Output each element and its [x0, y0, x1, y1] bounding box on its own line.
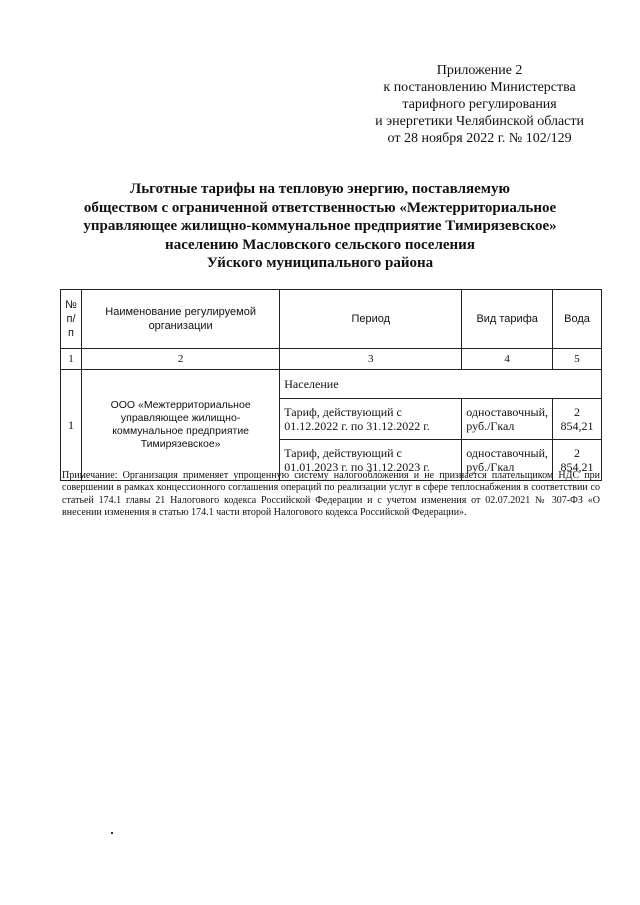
table-header-row	[61, 290, 602, 349]
column-number: 3	[280, 349, 462, 370]
document-title	[60, 180, 580, 273]
title-line: населению Масловского сельского поселения	[165, 236, 475, 253]
header-num: № п/п	[61, 290, 82, 349]
appendix-line: и энергетики Челябинской области	[375, 114, 584, 129]
row-tariff-type: одноставочный, руб./Гкал	[462, 399, 553, 440]
row-value: 2 854,21	[553, 399, 602, 440]
column-number: 1	[61, 349, 82, 370]
column-number-row	[61, 349, 602, 370]
appendix-line: к постановлению Министерства	[383, 80, 576, 95]
title-line: управляющее жилищно-коммунальное предприятие Тимирязевское»	[83, 218, 557, 234]
row-tariff-type: одноставочный, руб./Гкал	[462, 440, 553, 481]
scan-dot	[111, 832, 113, 834]
column-number: 5	[553, 349, 602, 370]
title-line: обществом с ограниченной ответственностью «Межтерриториальное	[83, 199, 557, 216]
tariff-table	[60, 289, 602, 481]
appendix-line: тарифного регулирования	[402, 97, 557, 112]
table-row	[61, 370, 602, 399]
row-num: 1	[61, 370, 82, 481]
header-period: Период	[280, 290, 462, 349]
row-value: 2 854,21	[553, 440, 602, 481]
header-tariff-type: Вид тарифа	[462, 290, 553, 349]
row-period: Тариф, действующий с 01.01.2023 г. по 31.12.2023 г.	[280, 440, 462, 481]
header-water: Вода	[553, 290, 602, 349]
title-line: Уйского муниципального района	[206, 255, 434, 271]
footnote: Примечание: Организация применяет упрощенную систему налогообложения и не признается плательщиком НДС при совершении в рамках концессионного соглашения операций по реализации услуг в сфере теплоснабжения в соответствии со статьей 174.1 главы 21 Налогового кодекса Российской Федерации и с учетом изменения от 02.07.2021 № 307-ФЗ «О внесении изменения в статью 174.1 части второй Налогового кодекса Российской Федерации».	[62, 470, 600, 519]
header-org: Наименование регулируемой организации	[81, 290, 279, 349]
appendix-line: от 28 ноября 2022 г. № 102/129	[387, 131, 572, 146]
title-line: Льготные тарифы на тепловую энергию, поставляемую	[130, 181, 510, 197]
appendix-header	[375, 62, 584, 147]
row-period: Тариф, действующий с 01.12.2022 г. по 31.12.2022 г.	[280, 399, 462, 440]
column-number: 4	[462, 349, 553, 370]
row-org: ООО «Межтерриториальное управляющее жилищно-коммунальное предприятие Тимирязевское»	[81, 370, 279, 481]
column-number: 2	[81, 349, 279, 370]
appendix-line: Приложение 2	[436, 63, 523, 78]
row-segment: Население	[280, 370, 602, 399]
